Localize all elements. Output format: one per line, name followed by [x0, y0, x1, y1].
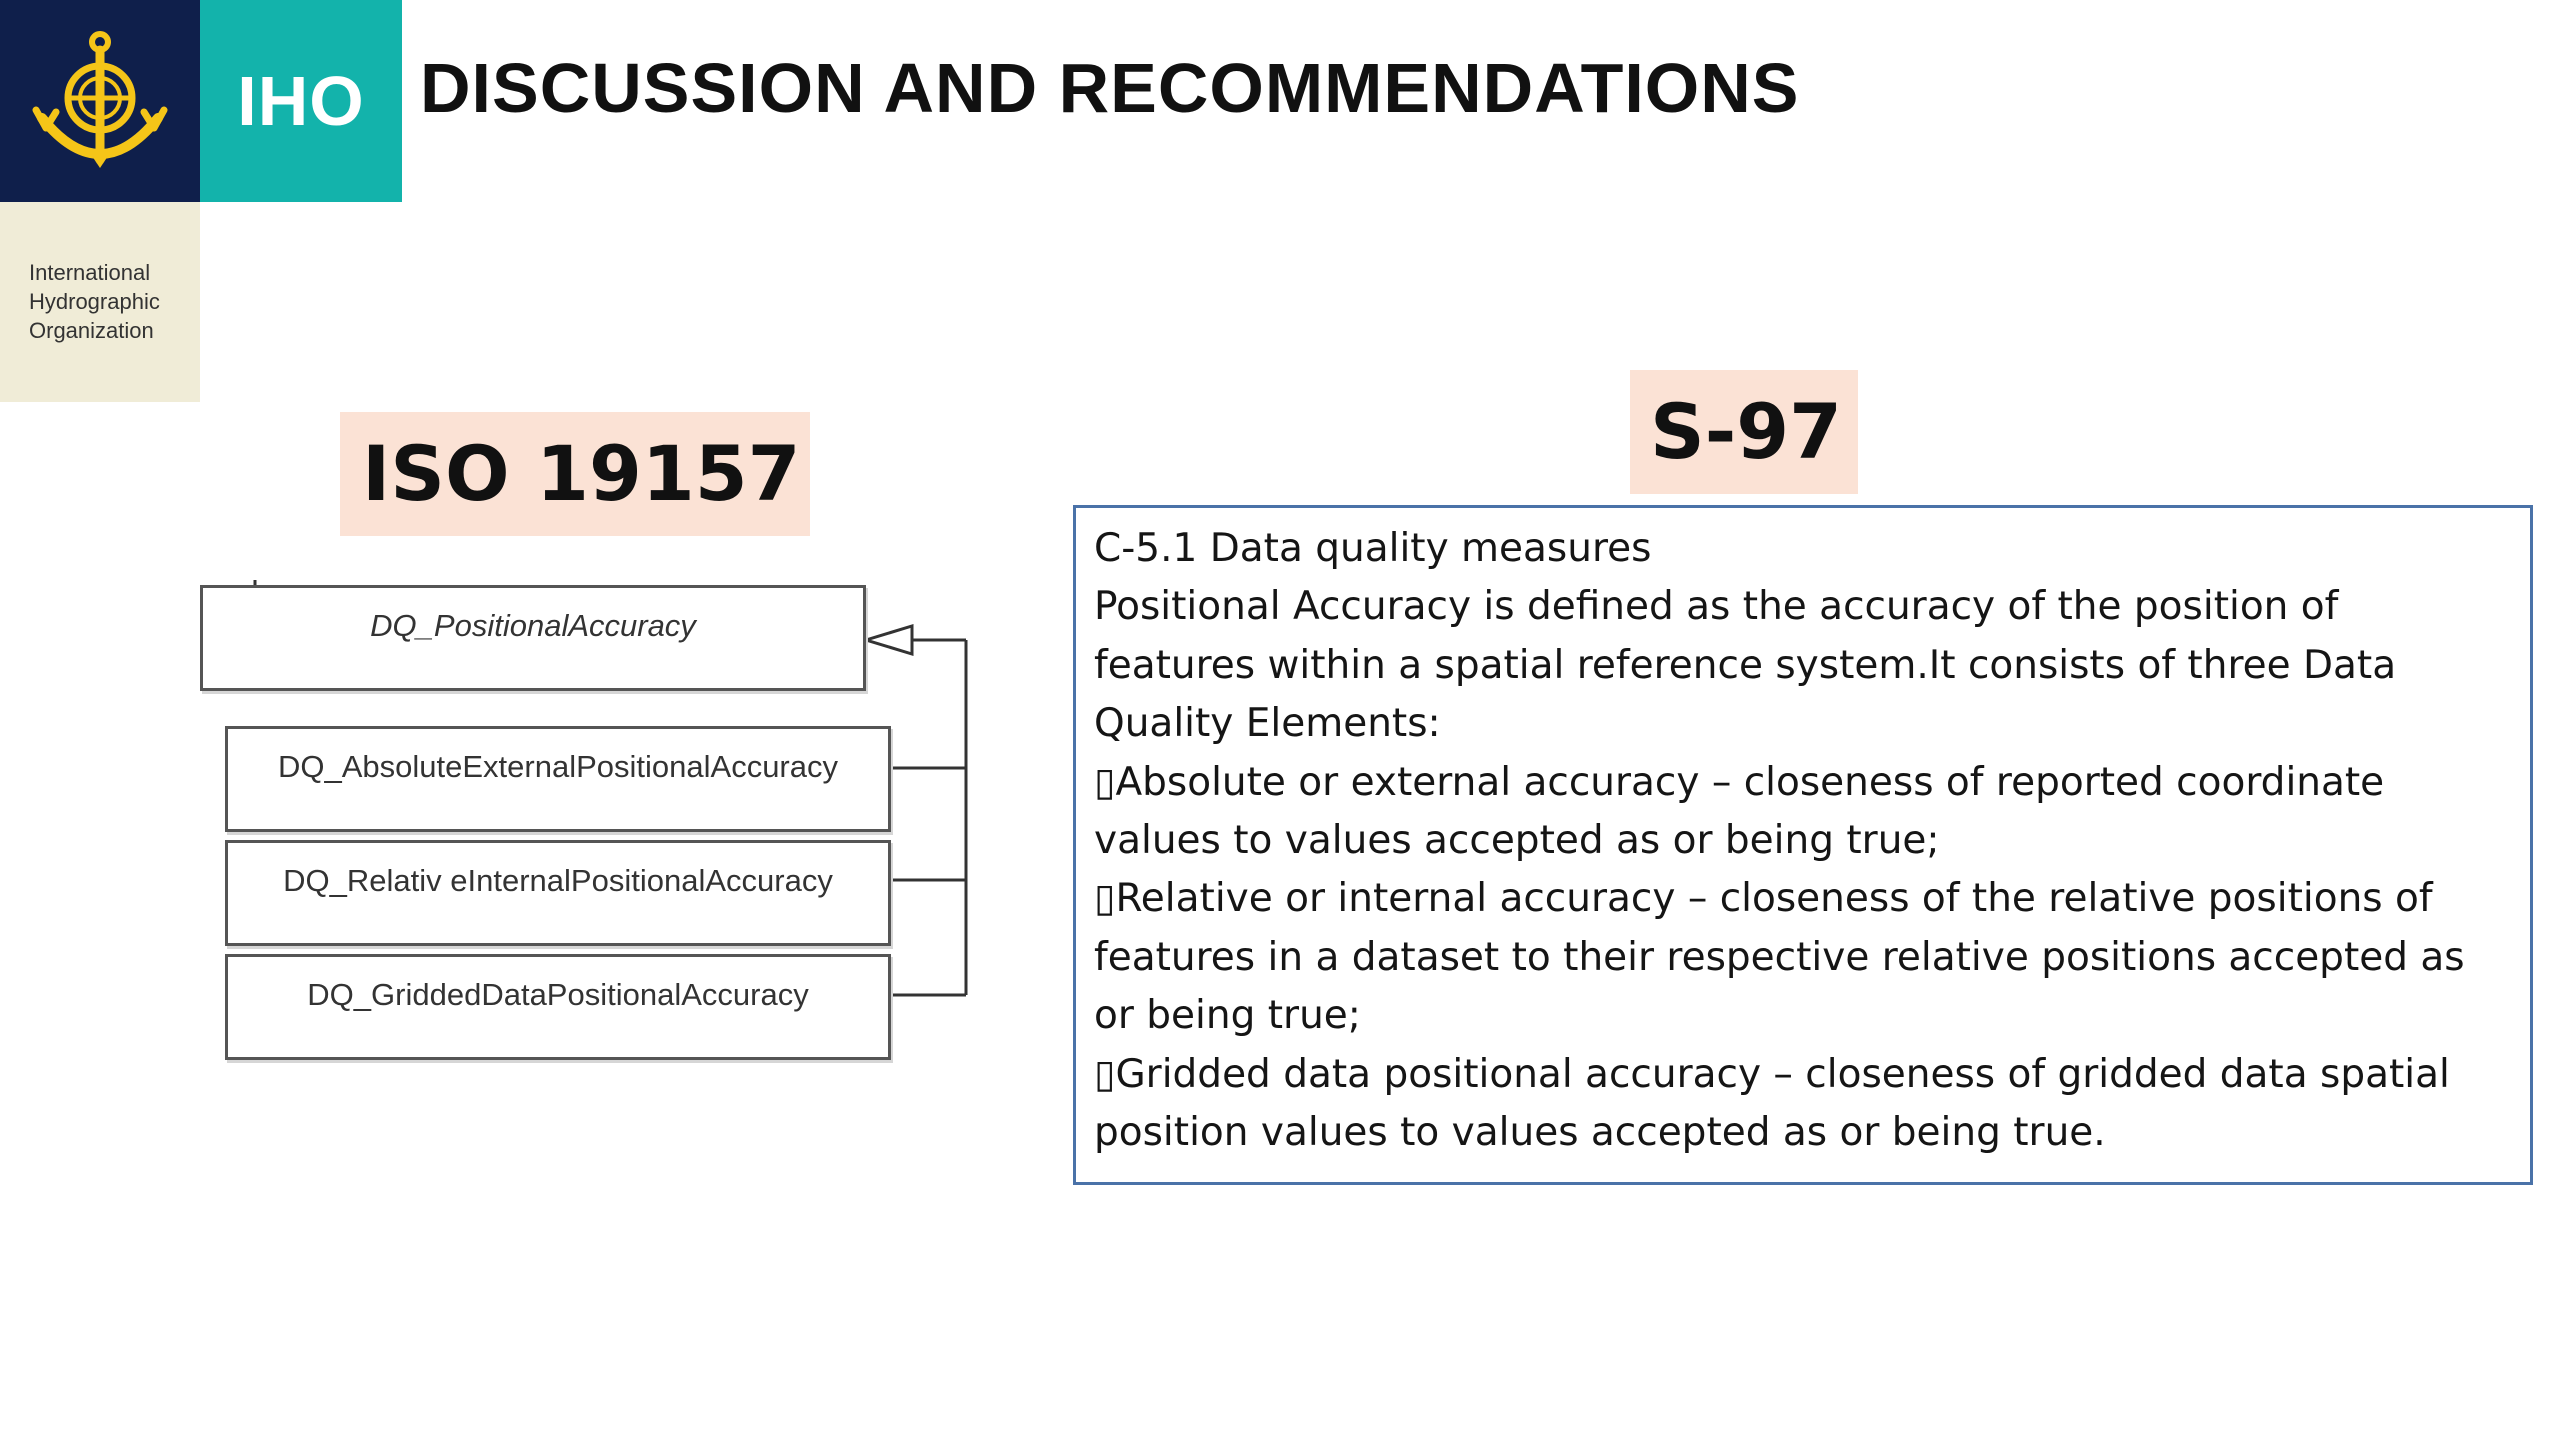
text-line: position values to values accepted as or being true.	[1094, 1110, 2106, 1156]
logo-emblem	[0, 0, 200, 202]
org-name-line: Hydrographic	[29, 289, 160, 314]
s97-text-box	[1073, 505, 2533, 1185]
iho-logo-text: IHO	[237, 62, 365, 140]
text-line: or being true;	[1094, 993, 1361, 1039]
uml-child-class: DQ_AbsoluteExternalPositionalAccuracy	[225, 726, 891, 832]
text-line: features within a spatial reference system.It consists of three Data	[1094, 642, 2397, 688]
s97-label: S-97	[1630, 370, 1858, 494]
iho-logo-block	[200, 0, 402, 202]
anchor-emblem-icon	[0, 0, 200, 202]
text-line: ▯Relative or internal accuracy – closeness of the relative positions of	[1094, 876, 2433, 922]
uml-parent-class: DQ_PositionalAccuracy	[200, 585, 866, 691]
org-name-line: International	[29, 260, 151, 285]
text-line: features in a dataset to their respective relative positions accepted as	[1094, 934, 2465, 980]
text-line: values to values accepted as or being true;	[1094, 818, 1940, 864]
uml-child-class: DQ_GriddedDataPositionalAccuracy	[225, 954, 891, 1060]
iso-label: ISO 19157	[340, 412, 810, 536]
text-line: ▯Absolute or external accuracy – closeness of reported coordinate	[1094, 759, 2385, 805]
text-line: C-5.1 Data quality measures	[1094, 526, 1652, 571]
org-name	[29, 258, 199, 345]
org-name-line: Organization	[29, 318, 154, 343]
text-line: Quality Elements:	[1094, 701, 1441, 747]
page-title: DISCUSSION AND RECOMMENDATIONS	[420, 49, 1800, 127]
uml-child-class: DQ_Relativ eInternalPositionalAccuracy	[225, 840, 891, 946]
generalization-arrow-icon	[866, 626, 912, 654]
text-line: ▯Gridded data positional accuracy – closeness of gridded data spatial	[1094, 1051, 2450, 1097]
text-line: Positional Accuracy is defined as the accuracy of the position of	[1094, 584, 2339, 630]
